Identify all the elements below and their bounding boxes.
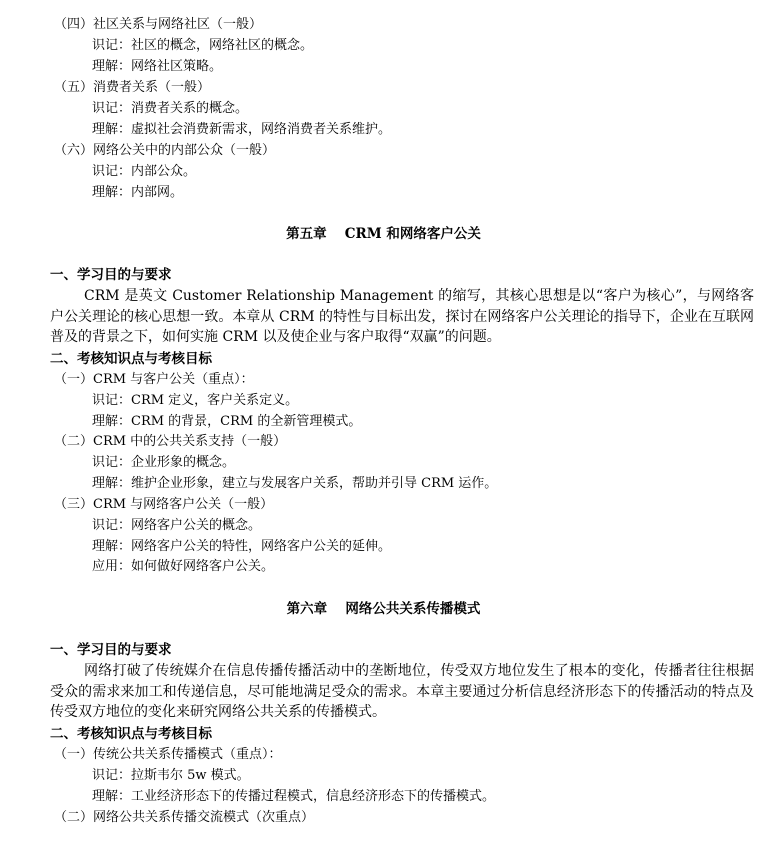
chapter-6-title: 第六章 网络公共关系传播模式 bbox=[286, 601, 481, 617]
chapter-6-section-1-recall: 识记：拉斯韦尔 5w 模式。 bbox=[92, 768, 250, 783]
chapter-5-section-1-understand: 理解：CRM 的背景，CRM 的全新管理模式。 bbox=[92, 414, 362, 429]
section-5-understand: 理解：虚拟社会消费新需求，网络消费者关系维护。 bbox=[92, 122, 392, 137]
chapter-6-goal-heading: 一、学习目的与要求 bbox=[50, 642, 172, 658]
chapter-6-section-2-heading: （二）网络公共关系传播交流模式（次重点） bbox=[54, 810, 315, 825]
chapter-6-points-heading: 二、考核知识点与考核目标 bbox=[50, 726, 212, 742]
section-5-heading: （五）消费者关系（一般） bbox=[54, 80, 211, 95]
section-6-heading: （六）网络公关中的内部公众（一般） bbox=[54, 143, 276, 158]
chapter-5-goal-heading: 一、学习目的与要求 bbox=[50, 267, 172, 283]
chapter-5-section-1-recall: 识记：CRM 定义，客户关系定义。 bbox=[92, 393, 299, 408]
chapter-5-title: 第五章 CRM 和网络客户公关 bbox=[286, 226, 481, 242]
chapter-5-section-2-recall: 识记：企业形象的概念。 bbox=[92, 455, 236, 470]
chapter-5-goal-paragraph: CRM 是英文 Customer Relationship Management 的缩写，其核心思想是以“客户为核心”，与网络客户公关理论的核心思想一致。本章从 CRM 的特性与目标出发，探讨在网络客户公关理论的指导下，企业在互联网普及的背景之下，如何实施 CRM 以及使企业与客户取得“双赢”的问题。 bbox=[50, 288, 754, 345]
chapter-5-section-3-recall: 识记：网络客户公关的概念。 bbox=[92, 518, 262, 533]
section-5-recall: 识记：消费者关系的概念。 bbox=[92, 101, 249, 116]
chapter-5-section-1-heading: （一）CRM 与客户公关（重点）： bbox=[54, 372, 254, 387]
chapter-5-goal-text bbox=[50, 286, 754, 348]
chapter-5-section-3-heading: （三）CRM 与网络客户公关（一般） bbox=[54, 497, 274, 512]
chapter-5-points-heading: 二、考核知识点与考核目标 bbox=[50, 351, 212, 367]
section-4-heading: （四）社区关系与网络社区（一般） bbox=[54, 17, 263, 32]
section-6-understand: 理解：内部网。 bbox=[92, 185, 184, 200]
chapter-6-goal-text bbox=[50, 661, 754, 723]
chapter-5-section-2-understand: 理解：维护企业形象，建立与发展客户关系，帮助并引导 CRM 运作。 bbox=[92, 476, 498, 491]
chapter-5-section-3-apply: 应用：如何做好网络客户公关。 bbox=[92, 559, 275, 574]
section-6-recall: 识记：内部公众。 bbox=[92, 164, 197, 179]
chapter-5-section-3-understand: 理解：网络客户公关的特性，网络客户公关的延伸。 bbox=[92, 539, 392, 554]
section-4-recall: 识记：社区的概念，网络社区的概念。 bbox=[92, 38, 314, 53]
section-4-understand: 理解：网络社区策略。 bbox=[92, 59, 223, 74]
chapter-6-section-1-understand: 理解：工业经济形态下的传播过程模式，信息经济形态下的传播模式。 bbox=[92, 789, 496, 804]
chapter-5-section-2-heading: （二）CRM 中的公共关系支持（一般） bbox=[54, 434, 287, 449]
chapter-6-section-1-heading: （一）传统公共关系传播模式（重点）： bbox=[54, 747, 282, 762]
chapter-6-goal-paragraph: 网络打破了传统媒介在信息传播传播活动中的垄断地位，传受双方地位发生了根本的变化，传播者往往根据受众的需求来加工和传递信息，尽可能地满足受众的需求。本章主要通过分析信息经济形态下的传播活动的特点及传受双方地位的变化来研究网络公共关系的传播模式。 bbox=[50, 663, 754, 720]
